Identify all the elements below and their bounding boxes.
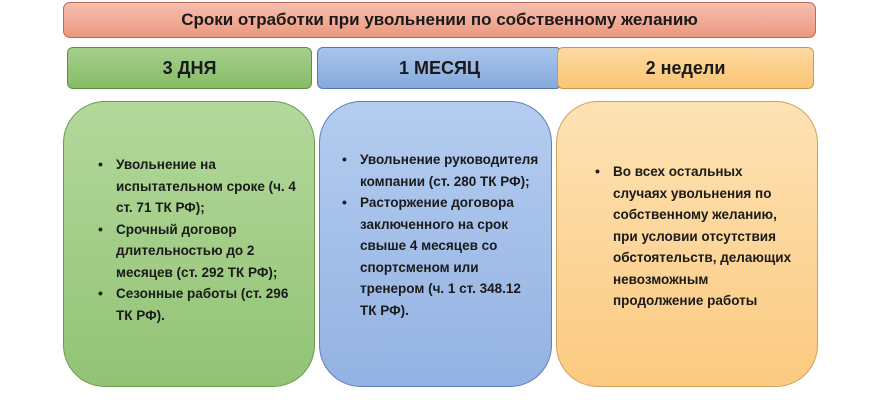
column-header-2-weeks: 2 недели (557, 47, 814, 89)
list-item: • Во всех остальных случаях увольнения по собственному желанию, при условии отсутствия обстоятельств, делающих невозможным продолжение работы (593, 161, 795, 312)
column-header-1-month: 1 МЕСЯЦ (317, 47, 562, 89)
bullet-list (96, 154, 296, 326)
bullet-list (593, 161, 795, 312)
column-box-3-days (63, 101, 315, 387)
list-item: • Увольнение руководителя компании (ст. 280 ТК РФ); (340, 149, 541, 192)
list-item: • Расторжение договора заключенного на срок свыше 4 месяцев со спортсменом или тренером (ч. 1 ст. 348.12 ТК РФ). (340, 192, 541, 321)
column-box-1-month (319, 101, 552, 387)
bullet-list (340, 149, 541, 321)
column-header-3-days: 3 ДНЯ (67, 47, 312, 89)
diagram-title: Сроки отработки при увольнении по собственному желанию (63, 2, 816, 38)
column-box-2-weeks (556, 101, 818, 387)
list-item: • Увольнение на испытательном сроке (ч. 4 ст. 71 ТК РФ); (96, 154, 296, 219)
list-item: • Сезонные работы (ст. 296 ТК РФ). (96, 283, 296, 326)
list-item: • Срочный договор длительностью до 2 месяцев (ст. 292 ТК РФ); (96, 219, 296, 284)
